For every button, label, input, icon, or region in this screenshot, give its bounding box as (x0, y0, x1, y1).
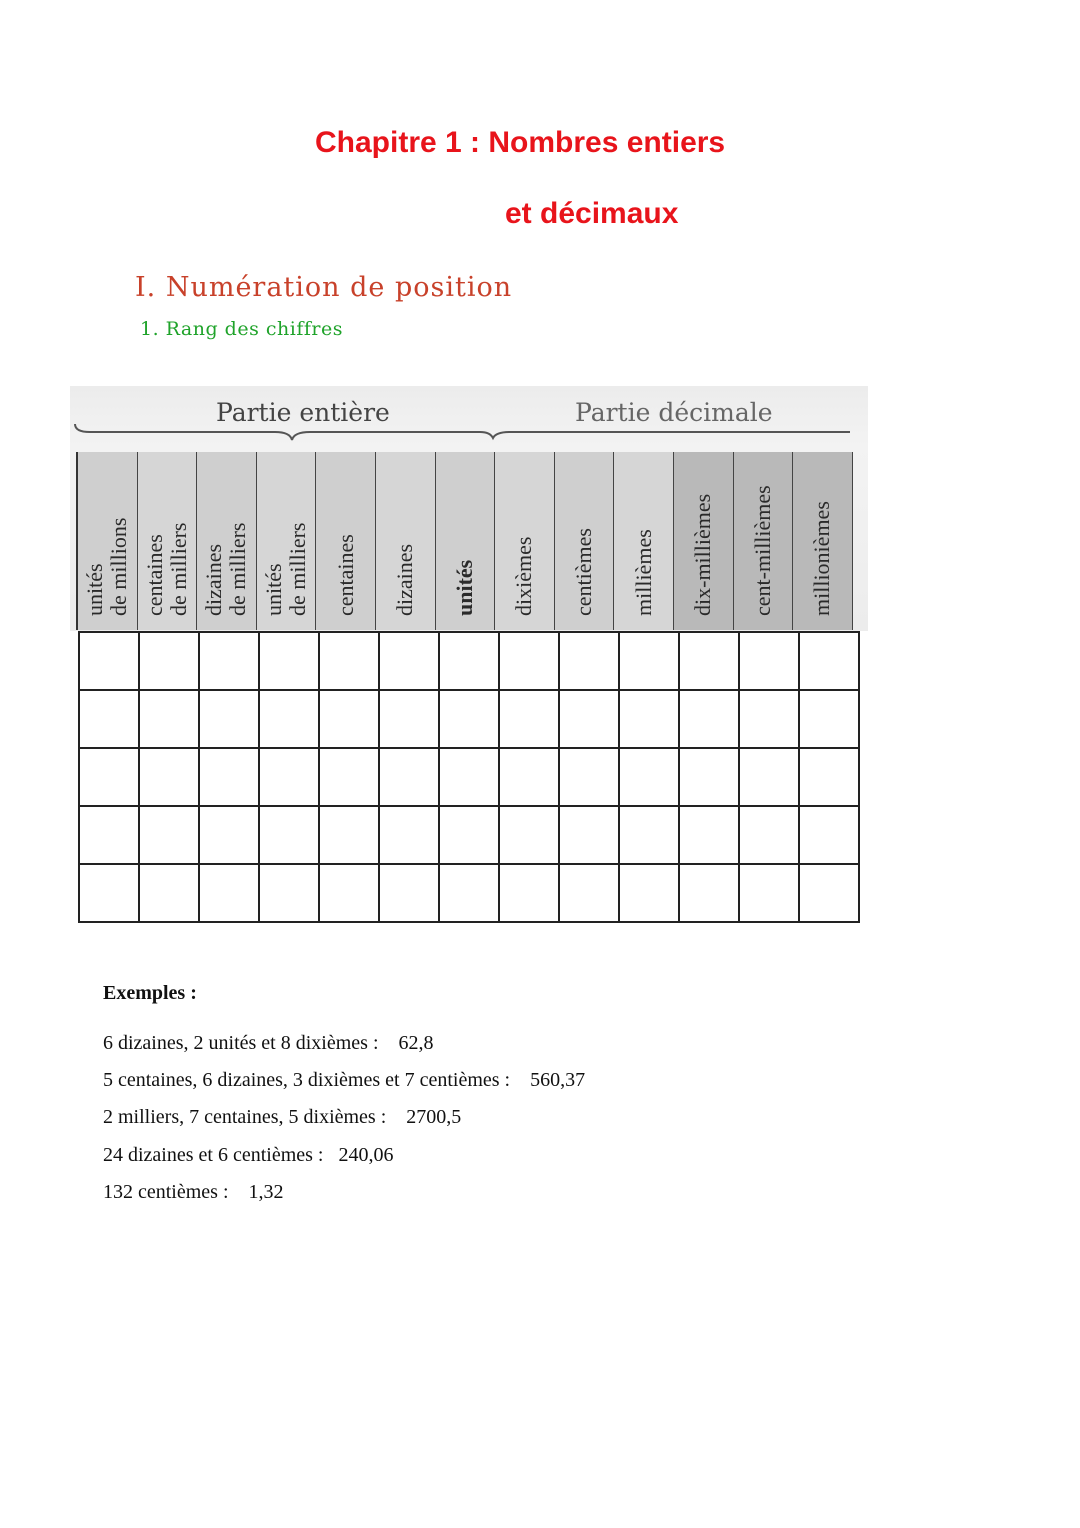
table-cell (739, 748, 799, 806)
examples-title: Exemples : (103, 982, 197, 1004)
column-header (376, 452, 436, 630)
table-cell (559, 864, 619, 922)
table-cell (559, 748, 619, 806)
part-brace-lines (70, 422, 868, 442)
table-cell (199, 864, 259, 922)
table-cell (139, 632, 199, 690)
table-cell (559, 632, 619, 690)
column-header (495, 452, 555, 630)
example-line: 132 centièmes : 1,32 (103, 1181, 284, 1203)
column-header (614, 452, 674, 630)
column-header-label: dixièmes (511, 536, 537, 616)
table-cell (499, 690, 559, 748)
table-cell (319, 632, 379, 690)
column-header (555, 452, 615, 630)
table-cell (439, 632, 499, 690)
table-cell (379, 690, 439, 748)
table-row (79, 632, 859, 690)
column-header (793, 452, 853, 630)
table-cell (499, 632, 559, 690)
table-cell (799, 632, 859, 690)
table-cell (799, 690, 859, 748)
table-cell (199, 748, 259, 806)
column-header-label: dizaines (392, 543, 418, 616)
table-cell (139, 864, 199, 922)
subsection-heading: 1. Rang des chiffres (140, 318, 343, 340)
table-cell (439, 806, 499, 864)
table-cell (379, 806, 439, 864)
table-cell (739, 864, 799, 922)
integer-part-label: Partie entière (216, 398, 390, 427)
column-header-label: centaines (332, 534, 358, 616)
table-cell (619, 632, 679, 690)
table-cell (619, 806, 679, 864)
table-cell (439, 864, 499, 922)
chapter-title-line2: et décimaux (505, 197, 679, 230)
section-heading: I. Numération de position (135, 272, 513, 303)
column-header (138, 452, 198, 630)
column-header-label: dizaines de milliers (201, 522, 251, 616)
table-cell (79, 806, 139, 864)
chapter-title-line1: Chapitre 1 : Nombres entiers (315, 126, 726, 159)
example-line: 24 dizaines et 6 centièmes : 240,06 (103, 1144, 394, 1166)
column-header (78, 452, 138, 630)
table-cell (259, 806, 319, 864)
table-row (79, 690, 859, 748)
table-cell (799, 806, 859, 864)
column-header (197, 452, 257, 630)
column-header (436, 452, 496, 630)
table-cell (259, 632, 319, 690)
table-cell (319, 864, 379, 922)
example-line: 5 centaines, 6 dizaines, 3 dixièmes et 7 centièmes : 560,37 (103, 1069, 586, 1091)
column-header-label: cent-millièmes (749, 485, 775, 616)
table-cell (139, 806, 199, 864)
table-cell (379, 864, 439, 922)
example-line: 6 dizaines, 2 unités et 8 dixièmes : 62,8 (103, 1032, 434, 1054)
table-row (79, 806, 859, 864)
table-cell (139, 748, 199, 806)
table-cell (679, 690, 739, 748)
table-cell (619, 690, 679, 748)
table-cell (319, 690, 379, 748)
example-line: 2 milliers, 7 centaines, 5 dixièmes : 2700,5 (103, 1106, 462, 1128)
place-value-grid (78, 631, 860, 923)
decimal-part-label: Partie décimale (575, 398, 773, 427)
table-row (79, 748, 859, 806)
table-cell (319, 748, 379, 806)
table-cell (259, 748, 319, 806)
column-header-label: millionièmes (809, 501, 835, 616)
table-cell (739, 632, 799, 690)
table-cell (619, 748, 679, 806)
column-header-label: dix-millièmes (690, 493, 716, 616)
column-headers (76, 452, 853, 630)
column-header-label: centaines de milliers (141, 522, 191, 616)
column-header (257, 452, 317, 630)
table-cell (679, 748, 739, 806)
table-cell (679, 806, 739, 864)
table-cell (79, 864, 139, 922)
table-cell (259, 690, 319, 748)
table-cell (619, 864, 679, 922)
table-cell (439, 690, 499, 748)
table-cell (439, 748, 499, 806)
table-cell (379, 748, 439, 806)
table-cell (559, 690, 619, 748)
table-cell (499, 748, 559, 806)
table-cell (739, 690, 799, 748)
column-header-label: unités (451, 559, 477, 616)
table-cell (79, 748, 139, 806)
column-header (316, 452, 376, 630)
table-cell (739, 806, 799, 864)
column-header (674, 452, 734, 630)
table-cell (139, 690, 199, 748)
table-cell (559, 806, 619, 864)
table-cell (79, 690, 139, 748)
place-value-table-header (70, 386, 868, 631)
table-cell (199, 690, 259, 748)
table-row (79, 864, 859, 922)
table-cell (679, 864, 739, 922)
column-header (734, 452, 794, 630)
table-cell (799, 748, 859, 806)
table-cell (199, 806, 259, 864)
table-cell (499, 864, 559, 922)
table-cell (499, 806, 559, 864)
table-cell (79, 632, 139, 690)
table-cell (199, 632, 259, 690)
table-cell (319, 806, 379, 864)
table-cell (379, 632, 439, 690)
column-header-label: unités de milliers (261, 522, 311, 616)
table-cell (259, 864, 319, 922)
column-header-label: unités de millions (82, 517, 132, 616)
column-header-label: centièmes (571, 528, 597, 616)
column-header-label: millièmes (630, 529, 656, 616)
table-cell (799, 864, 859, 922)
table-cell (679, 632, 739, 690)
